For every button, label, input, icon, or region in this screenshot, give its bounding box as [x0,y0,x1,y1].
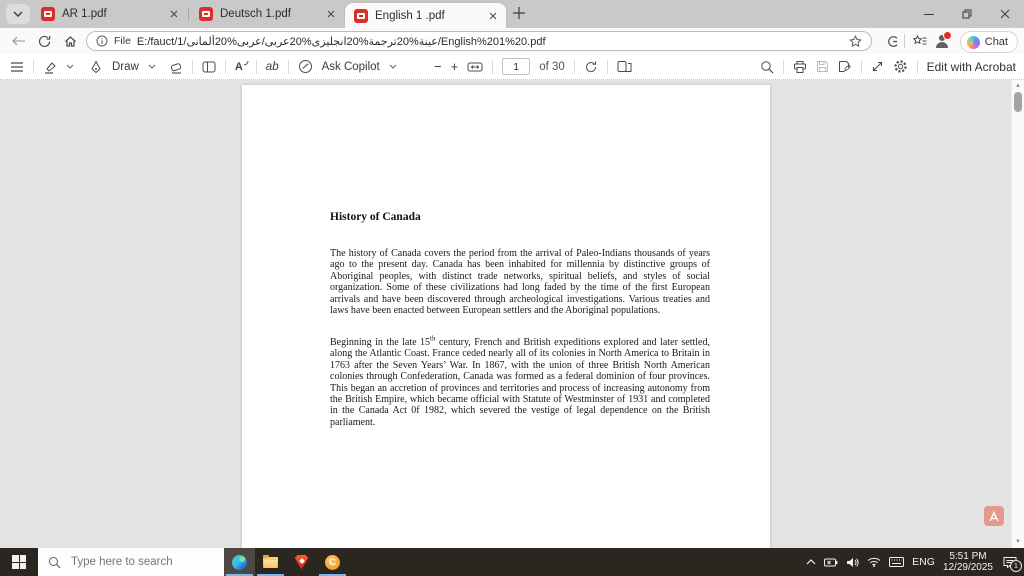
taskbar-brave-button[interactable] [286,548,317,576]
power-battery-icon[interactable] [824,558,838,567]
favorites-icon[interactable] [910,32,930,50]
gear-icon[interactable] [893,59,908,74]
search-icon [48,556,61,569]
system-tray [806,548,1024,576]
taskbar-file-explorer-button[interactable] [255,548,286,576]
pdf-file-icon [354,9,368,23]
browser-address-row [0,28,1024,54]
scroll-down-arrow[interactable]: ▼ [1015,539,1021,545]
address-bar[interactable] [86,31,872,51]
windows-logo-icon [12,555,26,569]
scroll-up-arrow[interactable]: ▲ [1015,83,1021,89]
toolbar-separator [861,60,862,74]
highlighter-icon[interactable] [43,60,57,74]
taskbar-search-box[interactable] [38,548,224,576]
browser-essentials-icon[interactable] [882,32,902,50]
toolbar-separator [33,60,34,74]
tab-title: Deutsch 1.pdf [220,8,291,20]
toolbar-separator [783,60,784,74]
taskbar-edge-button[interactable] [224,548,255,576]
tab-title: AR 1.pdf [62,8,107,20]
restore-button[interactable] [948,0,986,28]
fit-to-width-icon[interactable] [467,61,483,73]
plus-icon [512,6,526,20]
date-label: 12/29/2025 [942,562,993,573]
tab-english-1-pdf[interactable] [345,3,506,28]
touch-keyboard-icon[interactable] [889,557,904,567]
start-button[interactable] [0,548,38,576]
new-tab-button[interactable] [512,6,526,25]
file-info-icon[interactable] [96,35,108,47]
taskbar-clock[interactable] [943,551,993,573]
close-window-button[interactable] [986,0,1024,28]
c-app-icon: C [325,555,340,570]
chevron-down-icon [13,11,23,17]
toolbar-separator [225,60,226,74]
favorite-star-icon[interactable] [849,35,862,48]
print-icon[interactable] [793,60,807,74]
speaker-icon[interactable] [846,557,859,568]
wifi-icon[interactable] [867,557,881,567]
pdf-file-icon [199,7,213,21]
table-of-contents-icon[interactable] [10,61,24,73]
url-scheme-label: File [114,35,131,47]
toolbar-separator [256,60,257,74]
taskbar-c-app-button[interactable] [317,548,348,576]
brave-icon [295,555,309,570]
file-explorer-icon [263,557,278,568]
pdf-toolbar [0,54,1024,80]
toolbar-separator [492,60,493,74]
pdf-file-icon [41,7,55,21]
toolbar-separator [574,60,575,74]
vertical-scrollbar[interactable] [1011,80,1024,548]
eraser-icon[interactable] [169,60,183,74]
notification-badge: 1 [1010,560,1022,572]
tab-search-button[interactable] [6,4,30,24]
edge-icon [232,555,247,570]
expand-icon[interactable] [871,60,884,73]
close-icon[interactable] [327,10,335,18]
refresh-button[interactable] [34,32,54,50]
search-input[interactable] [69,555,213,569]
document-paragraph: The history of Canada covers the period from the arrival of Paleo-Indians thousands of years ago to the present day. Canada has been inhabited for millennia by distinctive groups of Aboriginal peoples, with distinct trade networks, spiritual beliefs, and styles of social organization. Some of these civilizations had long faded by the time of the first European arrivals and have been discovered through archeological investigations. Various treaties and laws have been enacted between European settlers and the Aboriginal populations. [330,248,710,317]
close-icon[interactable] [170,10,178,18]
tab-title: English 1 .pdf [375,9,445,22]
document-paragraph: Beginning in the late 15th century, French and British expeditions explored and later settled, along the Atlantic Coast. France ceded nearly all of its colonies in North America to Britain in 1763 after the Seven Years’ War. In 1867, with the union of three British North American colonies through Confederation, Canada was formed as a federal dominion of four provinces. This began an accretion of provinces and territories and process of increasing autonomy from the British Empire, which became official with Statute of Westminster of 1931 and completed in the Canada Act 0f 1982, which severed the vestige of legal dependence on the British parliament. [330,334,710,428]
browser-titlebar [0,0,1024,28]
page-layout-icon[interactable] [617,60,632,73]
profile-avatar[interactable] [934,33,950,49]
back-button[interactable] [8,32,28,50]
copilot-icon [967,36,980,49]
copilot-outline-icon[interactable] [298,59,313,74]
scrollbar-thumb[interactable] [1014,92,1022,112]
tab-deutsch-1-pdf[interactable] [190,0,344,28]
time-label: 5:51 PM [949,551,987,562]
page-view-icon[interactable] [202,61,216,73]
profile-notification-dot [943,31,952,40]
chevron-down-icon[interactable] [148,64,156,69]
toolbar-separator [288,60,289,74]
toolbar-separator [917,60,918,74]
hidden-icons-chevron[interactable] [806,559,816,565]
pdf-viewer-area [0,80,1024,548]
open-in-acrobat-button[interactable] [984,506,1004,526]
home-button[interactable] [60,32,80,50]
language-indicator[interactable]: ENG [912,556,935,568]
zoom-in-button[interactable]: + [450,59,459,74]
edit-with-acrobat-button[interactable]: Edit with Acrobat [926,59,1016,74]
tab-divider [188,7,189,21]
read-aloud-icon[interactable]: A [235,61,247,73]
ask-copilot-label[interactable]: Ask Copilot [321,60,380,73]
page-count-label: of 30 [539,60,565,73]
save-icon[interactable] [816,60,829,73]
draw-label[interactable]: Draw [112,60,139,73]
document-title: History of Canada [330,211,421,223]
chevron-down-icon[interactable] [389,64,397,69]
chevron-down-icon[interactable] [66,64,74,69]
search-icon[interactable] [760,60,774,74]
url-text[interactable]: E:/fauct/1/عينة%20ترجمة%20انجليزى%20عربى/عربى%20ألمانى/English%201%20.pdf [136,35,546,48]
pdf-page [242,85,770,548]
draw-pen-icon[interactable] [89,60,103,74]
page-number-input[interactable] [502,58,530,75]
chat-label: Chat [984,36,1008,48]
minimize-button[interactable] [910,0,948,28]
action-center-icon[interactable] [1001,553,1019,571]
toolbar-separator [607,60,608,74]
zoom-out-button[interactable]: − [434,59,442,74]
copilot-chat-button[interactable] [960,31,1018,53]
rotate-icon[interactable] [584,60,598,74]
toolbar-separator [192,60,193,74]
save-as-icon[interactable] [838,60,852,74]
close-icon[interactable] [489,12,497,20]
translate-icon[interactable]: ab [265,60,279,73]
toolbar-divider [904,34,905,48]
tab-ar-1-pdf[interactable] [32,0,187,28]
windows-taskbar [0,548,1024,576]
